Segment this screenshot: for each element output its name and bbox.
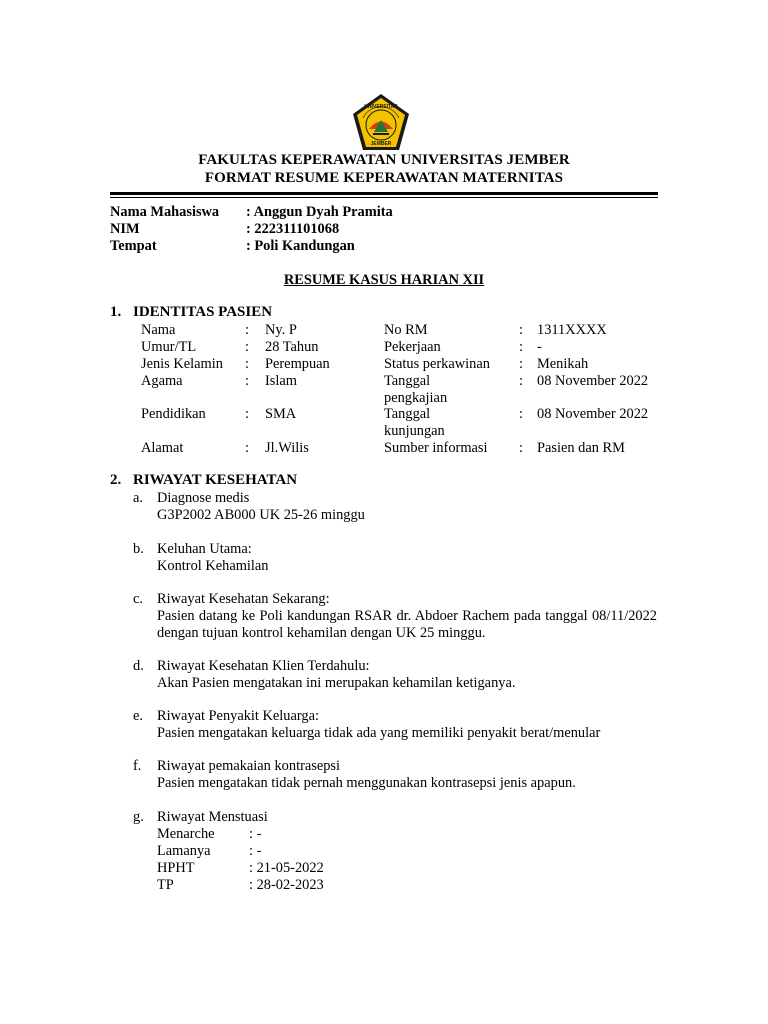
assessment-date-label: Tanggal pengkajian bbox=[384, 373, 448, 406]
info-source-value: Pasien dan RM bbox=[537, 440, 625, 456]
patient-sex-label: Jenis Kelamin bbox=[141, 356, 223, 372]
duration-value: : - bbox=[249, 843, 262, 859]
patient-age-value: 28 Tahun bbox=[265, 339, 319, 355]
header-line-2: FORMAT RESUME KEPERAWATAN MATERNITAS bbox=[204, 170, 564, 186]
info-source-label: Sumber informasi bbox=[384, 440, 488, 456]
occupation-colon: : bbox=[519, 339, 523, 355]
item-b-text: Kontrol Kehamilan bbox=[157, 558, 269, 574]
item-c-letter: c. bbox=[133, 591, 143, 607]
section2-number: 2. bbox=[110, 472, 122, 488]
marital-status-label: Status perkawinan bbox=[384, 356, 490, 372]
assessment-date-colon: : bbox=[519, 373, 523, 389]
menarche-label: Menarche bbox=[157, 826, 215, 842]
item-e-heading: Riwayat Penyakit Keluarga: bbox=[157, 708, 319, 724]
item-g-heading: Riwayat Menstuasi bbox=[157, 809, 268, 825]
student-place-label: Tempat bbox=[110, 238, 157, 254]
marital-status-value: Menikah bbox=[537, 356, 589, 372]
section2-title: RIWAYAT KESEHATAN bbox=[133, 472, 298, 488]
visit-date-label: Tanggal kunjungan bbox=[384, 406, 445, 439]
hpht-label: HPHT bbox=[157, 860, 195, 876]
student-place-value: : Poli Kandungan bbox=[246, 238, 355, 254]
item-c-text: Pasien datang ke Poli kandungan RSAR dr. Abdoer Rachem pada tanggal 08/11/2022 dengan tujuan kontrol kehamilan dengan UK 25 minggu. bbox=[157, 608, 657, 641]
visit-date-colon: : bbox=[519, 406, 523, 422]
header-rule-thick bbox=[110, 192, 658, 195]
patient-education-value: SMA bbox=[265, 406, 297, 422]
item-b-heading: Keluhan Utama: bbox=[157, 541, 252, 557]
patient-religion-colon: : bbox=[245, 373, 249, 389]
item-b-letter: b. bbox=[133, 541, 144, 557]
menarche-value: : - bbox=[249, 826, 262, 842]
info-source-colon: : bbox=[519, 440, 523, 456]
patient-education-colon: : bbox=[245, 406, 249, 422]
patient-age-colon: : bbox=[245, 339, 249, 355]
section1-number: 1. bbox=[110, 304, 122, 320]
header-rule-thin bbox=[110, 197, 658, 198]
visit-date-value: 08 November 2022 bbox=[537, 406, 649, 422]
patient-address-label: Alamat bbox=[141, 440, 184, 456]
item-g-letter: g. bbox=[133, 809, 144, 825]
university-logo bbox=[349, 92, 413, 156]
patient-address-colon: : bbox=[245, 440, 249, 456]
tp-value: : 28-02-2023 bbox=[249, 877, 324, 893]
tp-label: TP bbox=[157, 877, 174, 893]
hpht-value: : 21-05-2022 bbox=[249, 860, 324, 876]
item-a-text: G3P2002 AB000 UK 25-26 minggu bbox=[157, 507, 365, 523]
item-e-text: Pasien mengatakan keluarga tidak ada yang memiliki penyakit berat/menular bbox=[157, 725, 601, 741]
medical-record-label: No RM bbox=[384, 322, 428, 338]
svg-text:UNIVERSITAS: UNIVERSITAS bbox=[364, 104, 398, 110]
patient-name-colon: : bbox=[245, 322, 249, 338]
header-line-1: FAKULTAS KEPERAWATAN UNIVERSITAS JEMBER bbox=[198, 152, 570, 168]
patient-sex-value: Perempuan bbox=[265, 356, 330, 372]
student-name-value: : Anggun Dyah Pramita bbox=[246, 204, 393, 220]
patient-name-value: Ny. P bbox=[265, 322, 297, 338]
item-e-letter: e. bbox=[133, 708, 143, 724]
item-d-letter: d. bbox=[133, 658, 144, 674]
student-name-label: Nama Mahasiswa bbox=[110, 204, 220, 220]
patient-sex-colon: : bbox=[245, 356, 249, 372]
item-a-letter: a. bbox=[133, 490, 143, 506]
item-f-letter: f. bbox=[133, 758, 142, 774]
item-c-heading: Riwayat Kesehatan Sekarang: bbox=[157, 591, 330, 607]
item-f-text: Pasien mengatakan tidak pernah menggunakan kontrasepsi jenis apapun. bbox=[157, 775, 576, 791]
patient-name-label: Nama bbox=[141, 322, 176, 338]
patient-address-value: Jl.Wilis bbox=[265, 440, 309, 456]
patient-education-label: Pendidikan bbox=[141, 406, 206, 422]
item-a-heading: Diagnose medis bbox=[157, 490, 250, 506]
document-title: RESUME KASUS HARIAN XII bbox=[283, 272, 485, 288]
medical-record-value: 1311XXXX bbox=[537, 322, 607, 338]
item-f-heading: Riwayat pemakaian kontrasepsi bbox=[157, 758, 341, 774]
patient-religion-value: Islam bbox=[265, 373, 297, 389]
marital-status-colon: : bbox=[519, 356, 523, 372]
patient-age-label: Umur/TL bbox=[141, 339, 197, 355]
item-d-heading: Riwayat Kesehatan Klien Terdahulu: bbox=[157, 658, 370, 674]
occupation-label: Pekerjaan bbox=[384, 339, 441, 355]
duration-label: Lamanya bbox=[157, 843, 211, 859]
svg-text:JEMBER: JEMBER bbox=[370, 141, 392, 147]
medical-record-colon: : bbox=[519, 322, 523, 338]
student-nim-value: : 222311101068 bbox=[246, 221, 340, 237]
assessment-date-value: 08 November 2022 bbox=[537, 373, 649, 389]
patient-religion-label: Agama bbox=[141, 373, 183, 389]
occupation-value: - bbox=[537, 339, 542, 355]
item-d-text: Akan Pasien mengatakan ini merupakan kehamilan ketiganya. bbox=[157, 675, 516, 691]
student-nim-label: NIM bbox=[110, 221, 140, 237]
section1-title: IDENTITAS PASIEN bbox=[133, 304, 273, 320]
